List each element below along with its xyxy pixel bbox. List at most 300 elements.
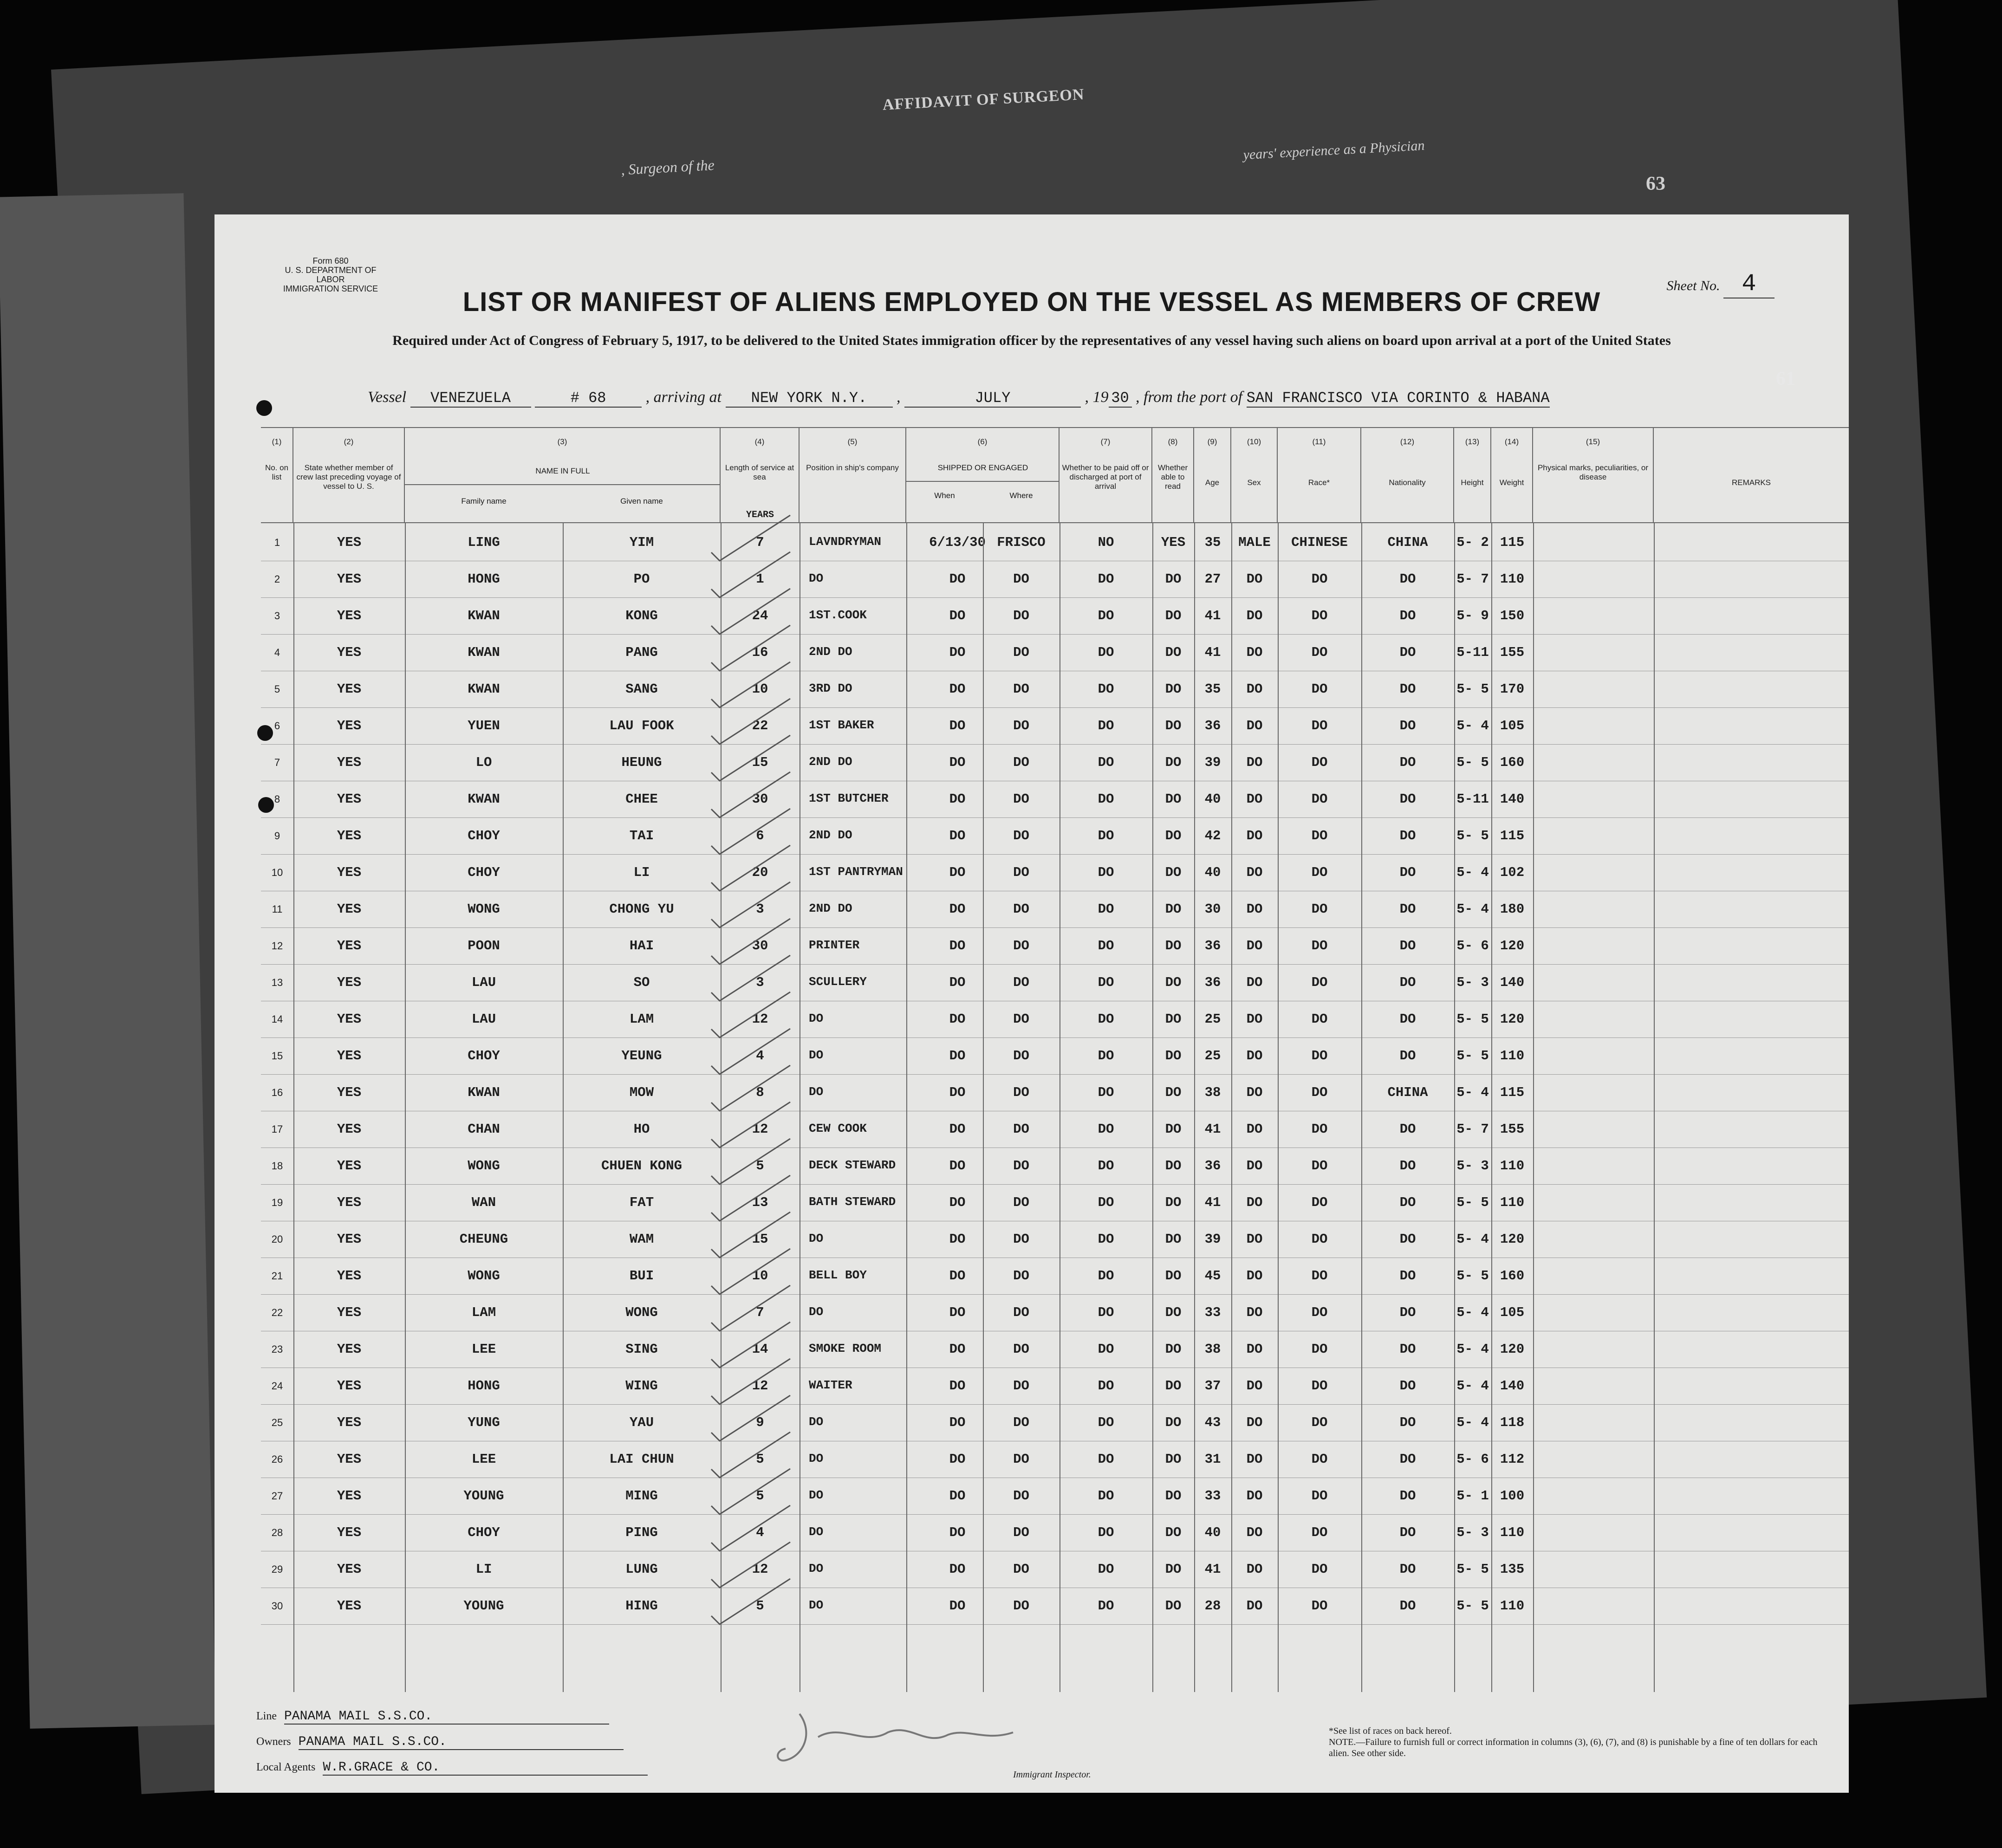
given-name-cell: MING — [625, 1488, 658, 1504]
prev-voyage-cell: YES — [337, 1452, 362, 1467]
race-cell: DO — [1311, 1012, 1328, 1027]
given-name-cell: SANG — [625, 681, 658, 697]
col-header-physical-marks: (15) Physical marks, peculiarities, or disease — [1533, 427, 1654, 522]
sex-cell: DO — [1246, 1415, 1263, 1430]
nationality-cell: DO — [1399, 645, 1416, 660]
shipped-where-label: Where — [1009, 491, 1033, 500]
race-cell: DO — [1311, 1488, 1328, 1504]
race-cell: DO — [1311, 1048, 1328, 1063]
row-number: 5 — [274, 683, 280, 695]
height-cell: 5- 4 — [1456, 1415, 1489, 1430]
sex-cell: DO — [1246, 1085, 1263, 1100]
shipped-where-cell: DO — [1013, 938, 1029, 953]
nationality-cell: DO — [1399, 1562, 1416, 1577]
prev-voyage-cell: YES — [337, 1525, 362, 1540]
position-cell: 1ST BAKER — [809, 718, 874, 732]
paid-off-cell: DO — [1098, 828, 1114, 843]
shipped-where-cell: DO — [1013, 1158, 1029, 1174]
age-cell: 25 — [1204, 1012, 1221, 1027]
col-header-position: (5) Position in ship's company — [800, 427, 906, 522]
nationality-cell: DO — [1399, 1342, 1416, 1357]
race-cell: DO — [1311, 1378, 1328, 1394]
service-years-cell: 1 — [756, 571, 764, 587]
row-number: 12 — [271, 940, 283, 952]
age-cell: 41 — [1204, 1562, 1221, 1577]
given-name-cell: YIM — [629, 535, 654, 550]
line-field: Line PANAMA MAIL S.S.CO. — [256, 1709, 609, 1725]
table-row — [261, 561, 1849, 598]
arrival-port: NEW YORK N.Y. — [726, 389, 893, 408]
position-cell: 1ST.COOK — [809, 608, 867, 622]
shipped-when-cell: DO — [949, 901, 966, 917]
table-row — [261, 1295, 1849, 1331]
race-cell: DO — [1311, 718, 1328, 733]
able-to-read-cell: DO — [1165, 791, 1182, 807]
weight-cell: 170 — [1500, 681, 1525, 697]
row-number: 18 — [271, 1160, 283, 1172]
family-name-cell: HONG — [468, 571, 500, 587]
family-name-cell: WONG — [468, 1158, 500, 1174]
paid-off-cell: DO — [1098, 1525, 1114, 1540]
shipped-where-cell: DO — [1013, 755, 1029, 770]
col-header-nationality: (12) Nationality — [1361, 427, 1454, 522]
crew-manifest-form — [214, 214, 1849, 1793]
family-name-cell: KWAN — [468, 791, 500, 807]
age-cell: 35 — [1204, 681, 1221, 697]
prev-voyage-cell: YES — [337, 1268, 362, 1284]
service-years-cell: 20 — [752, 865, 768, 880]
height-cell: 5- 5 — [1456, 681, 1489, 697]
family-name-cell: CHOY — [468, 865, 500, 880]
weight-cell: 110 — [1500, 571, 1525, 587]
family-name-cell: KWAN — [468, 1085, 500, 1100]
paid-off-cell: DO — [1098, 1305, 1114, 1320]
race-cell: DO — [1311, 1452, 1328, 1467]
race-cell: DO — [1311, 1232, 1328, 1247]
nationality-cell: DO — [1399, 1598, 1416, 1614]
service-years-cell: 12 — [752, 1012, 768, 1027]
paid-off-cell: DO — [1098, 608, 1114, 623]
table-row — [261, 1441, 1849, 1478]
paid-off-cell: DO — [1098, 938, 1114, 953]
paid-off-cell: DO — [1098, 791, 1114, 807]
age-cell: 42 — [1204, 828, 1221, 843]
service-years-cell: 30 — [752, 938, 768, 953]
shipped-where-cell: DO — [1013, 1232, 1029, 1247]
nationality-cell: DO — [1399, 1232, 1416, 1247]
family-name-cell: CHEUNG — [459, 1232, 508, 1247]
position-cell: DECK STEWARD — [809, 1158, 896, 1172]
shipped-where-cell: DO — [1013, 1195, 1029, 1210]
position-cell: DO — [809, 1012, 824, 1025]
sex-cell: DO — [1246, 718, 1263, 733]
column-rule — [1278, 522, 1279, 1692]
position-cell: BATH STEWARD — [809, 1195, 896, 1209]
position-cell: 1ST BUTCHER — [809, 791, 889, 805]
given-name-cell: LAM — [629, 1012, 654, 1027]
position-cell: DO — [809, 1562, 824, 1576]
age-cell: 35 — [1204, 535, 1221, 550]
race-cell: DO — [1311, 1342, 1328, 1357]
race-cell: DO — [1311, 1562, 1328, 1577]
given-name-cell: LUNG — [625, 1562, 658, 1577]
nationality-cell: DO — [1399, 608, 1416, 623]
given-name-cell: LAI CHUN — [609, 1452, 674, 1467]
paid-off-cell: DO — [1098, 1268, 1114, 1284]
height-cell: 5- 4 — [1456, 1378, 1489, 1394]
position-cell: DO — [809, 571, 824, 585]
prev-voyage-cell: YES — [337, 535, 362, 550]
race-cell: DO — [1311, 901, 1328, 917]
paid-off-cell: DO — [1098, 1342, 1114, 1357]
shipped-when-cell: DO — [949, 718, 966, 733]
table-row — [261, 635, 1849, 671]
sex-cell: DO — [1246, 1122, 1263, 1137]
prev-voyage-cell: YES — [337, 1342, 362, 1357]
paid-off-cell: DO — [1098, 1195, 1114, 1210]
race-cell: DO — [1311, 1195, 1328, 1210]
age-cell: 45 — [1204, 1268, 1221, 1284]
nationality-cell: DO — [1399, 1525, 1416, 1540]
sex-cell: DO — [1246, 645, 1263, 660]
sex-cell: DO — [1246, 1012, 1263, 1027]
nationality-cell: DO — [1399, 1048, 1416, 1063]
service-years-cell: 10 — [752, 681, 768, 697]
shipped-where-cell: DO — [1013, 608, 1029, 623]
service-years-cell: 12 — [752, 1562, 768, 1577]
height-cell: 5- 5 — [1456, 1195, 1489, 1210]
given-name-cell: WING — [625, 1378, 658, 1394]
able-to-read-cell: DO — [1165, 1342, 1182, 1357]
paid-off-cell: NO — [1098, 535, 1114, 550]
weight-cell: 110 — [1500, 1048, 1525, 1063]
age-cell: 43 — [1204, 1415, 1221, 1430]
able-to-read-cell: DO — [1165, 1525, 1182, 1540]
position-cell: DO — [809, 1232, 824, 1245]
height-cell: 5-11 — [1456, 791, 1489, 807]
height-cell: 5- 4 — [1456, 1232, 1489, 1247]
family-name-cell: KWAN — [468, 645, 500, 660]
row-number: 26 — [271, 1453, 283, 1465]
nationality-cell: DO — [1399, 938, 1416, 953]
shipped-when-cell: DO — [949, 938, 966, 953]
prev-voyage-cell: YES — [337, 1598, 362, 1614]
weight-cell: 110 — [1500, 1598, 1525, 1614]
vessel-line: Vessel VENEZUELA # 68 , arriving at NEW YORK N.Y. , JULY , 19 30 , from the port of SAN FRANCISCO VIA CORINTO & HABANA — [368, 389, 1550, 407]
age-cell: 38 — [1204, 1342, 1221, 1357]
col-header-name: (3) — [405, 427, 721, 522]
row-number: 8 — [274, 793, 280, 805]
given-name-cell: LAU FOOK — [609, 718, 674, 733]
family-name-label: Family name — [461, 497, 507, 506]
paid-off-cell: DO — [1098, 1452, 1114, 1467]
able-to-read-cell: DO — [1165, 1268, 1182, 1284]
paid-off-cell: DO — [1098, 1085, 1114, 1100]
row-number: 24 — [271, 1380, 283, 1392]
shipped-when-cell: DO — [949, 1488, 966, 1504]
service-years-cell: 5 — [756, 1598, 764, 1614]
row-number: 29 — [271, 1563, 283, 1575]
row-number: 17 — [271, 1123, 283, 1135]
col-header-shipped: (6) — [906, 427, 1060, 522]
shipped-where-cell: DO — [1013, 1122, 1029, 1137]
shipped-where-cell: DO — [1013, 1378, 1029, 1394]
column-rule — [1454, 522, 1455, 1692]
weight-cell: 120 — [1500, 1012, 1525, 1027]
sex-cell: DO — [1246, 975, 1263, 990]
row-number: 25 — [271, 1417, 283, 1428]
column-rule — [1152, 522, 1153, 1692]
shipped-when-cell: DO — [949, 1525, 966, 1540]
table-row — [261, 598, 1849, 635]
sex-cell: DO — [1246, 1268, 1263, 1284]
paid-off-cell: DO — [1098, 1488, 1114, 1504]
race-cell: DO — [1311, 938, 1328, 953]
race-cell: DO — [1311, 755, 1328, 770]
col-header-race: (11) Race* — [1278, 427, 1361, 522]
arrival-month: JULY — [904, 389, 1081, 408]
prev-voyage-cell: YES — [337, 1122, 362, 1137]
sex-cell: DO — [1246, 865, 1263, 880]
shipped-when-cell: DO — [949, 1085, 966, 1100]
height-cell: 5- 5 — [1456, 1598, 1489, 1614]
shipped-when-cell: DO — [949, 755, 966, 770]
service-years-cell: 13 — [752, 1195, 768, 1210]
service-unit-label: YEARS — [746, 510, 774, 520]
position-cell: 1ST PANTRYMAN — [809, 865, 903, 879]
shipped-where-cell: DO — [1013, 1452, 1029, 1467]
nationality-cell: DO — [1399, 975, 1416, 990]
able-to-read-cell: DO — [1165, 1195, 1182, 1210]
sex-cell: DO — [1246, 1048, 1263, 1063]
prev-voyage-cell: YES — [337, 1048, 362, 1063]
shipped-when-cell: DO — [949, 1122, 966, 1137]
page-number-top: 63 — [1646, 173, 1665, 195]
shipped-where-cell: DO — [1013, 571, 1029, 587]
shipped-when-cell: DO — [949, 681, 966, 697]
prev-voyage-cell: YES — [337, 608, 362, 623]
given-name-cell: HO — [633, 1122, 650, 1137]
paid-off-cell: DO — [1098, 1048, 1114, 1063]
height-cell: 5- 4 — [1456, 718, 1489, 733]
column-rule — [983, 522, 984, 1692]
row-number: 7 — [274, 757, 280, 768]
shipped-where-cell: DO — [1013, 1415, 1029, 1430]
given-name-cell: CHUEN KONG — [601, 1158, 682, 1174]
prev-voyage-cell: YES — [337, 1415, 362, 1430]
nationality-cell: DO — [1399, 1488, 1416, 1504]
height-cell: 5-11 — [1456, 645, 1489, 660]
column-rule — [405, 522, 406, 1692]
shipped-where-cell: DO — [1013, 1525, 1029, 1540]
service-years-cell: 16 — [752, 645, 768, 660]
able-to-read-cell: DO — [1165, 1488, 1182, 1504]
able-to-read-cell: DO — [1165, 718, 1182, 733]
given-name-cell: WONG — [625, 1305, 658, 1320]
position-cell: 2ND DO — [809, 755, 852, 769]
shipped-where-cell: DO — [1013, 865, 1029, 880]
age-cell: 40 — [1204, 791, 1221, 807]
row-number: 14 — [271, 1013, 283, 1025]
height-cell: 5- 4 — [1456, 865, 1489, 880]
age-cell: 31 — [1204, 1452, 1221, 1467]
position-cell: CEW COOK — [809, 1122, 867, 1135]
able-to-read-cell: DO — [1165, 1415, 1182, 1430]
paid-off-cell: DO — [1098, 1378, 1114, 1394]
shipped-where-cell: DO — [1013, 1268, 1029, 1284]
race-cell: DO — [1311, 1122, 1328, 1137]
shipped-where-cell: DO — [1013, 791, 1029, 807]
age-cell: 30 — [1204, 901, 1221, 917]
shipped-where-cell: DO — [1013, 681, 1029, 697]
row-number: 9 — [274, 830, 280, 842]
shipped-when-cell: DO — [949, 1012, 966, 1027]
service-years-cell: 15 — [752, 755, 768, 770]
nationality-cell: DO — [1399, 1268, 1416, 1284]
prev-voyage-cell: YES — [337, 938, 362, 953]
nationality-cell: DO — [1399, 755, 1416, 770]
nationality-cell: DO — [1399, 901, 1416, 917]
height-cell: 5- 4 — [1456, 1085, 1489, 1100]
weight-cell: 155 — [1500, 645, 1525, 660]
weight-cell: 150 — [1500, 608, 1525, 623]
height-cell: 5- 5 — [1456, 1268, 1489, 1284]
col-header-age: (9) Age — [1194, 427, 1231, 522]
service-years-cell: 9 — [756, 1415, 764, 1430]
able-to-read-cell: DO — [1165, 645, 1182, 660]
able-to-read-cell: DO — [1165, 755, 1182, 770]
table-row — [261, 1075, 1849, 1111]
col-header-read: (8) Whether able to read — [1152, 427, 1194, 522]
age-cell: 36 — [1204, 1158, 1221, 1174]
sex-cell: DO — [1246, 1452, 1263, 1467]
weight-cell: 120 — [1500, 1232, 1525, 1247]
row-number: 23 — [271, 1343, 283, 1355]
given-name-cell: YEUNG — [621, 1048, 662, 1063]
shipped-when-cell: DO — [949, 1562, 966, 1577]
paid-off-cell: DO — [1098, 975, 1114, 990]
column-rule — [293, 522, 294, 1692]
height-cell: 5- 5 — [1456, 1048, 1489, 1063]
row-number: 1 — [274, 537, 280, 548]
height-cell: 5- 3 — [1456, 975, 1489, 990]
able-to-read-cell: DO — [1165, 1452, 1182, 1467]
height-cell: 5- 4 — [1456, 1305, 1489, 1320]
shipped-where-cell: DO — [1013, 1598, 1029, 1614]
height-cell: 5- 2 — [1456, 535, 1489, 550]
service-years-cell: 7 — [756, 535, 764, 550]
age-cell: 41 — [1204, 608, 1221, 623]
able-to-read-cell: DO — [1165, 1012, 1182, 1027]
position-cell: DO — [809, 1085, 824, 1099]
sex-cell: DO — [1246, 938, 1263, 953]
position-cell: 2ND DO — [809, 645, 852, 659]
prev-voyage-cell: YES — [337, 1085, 362, 1100]
shipped-where-cell: DO — [1013, 1342, 1029, 1357]
able-to-read-cell: DO — [1165, 1048, 1182, 1063]
table-row — [261, 818, 1849, 855]
height-cell: 5- 5 — [1456, 1562, 1489, 1577]
height-cell: 5- 9 — [1456, 608, 1489, 623]
prev-voyage-cell: YES — [337, 571, 362, 587]
family-name-cell: YUNG — [468, 1415, 500, 1430]
age-cell: 38 — [1204, 1085, 1221, 1100]
form-identifier: Form 680 U. S. DEPARTMENT OF LABOR IMMIGRATION SERVICE — [283, 256, 378, 293]
paid-off-cell: DO — [1098, 1415, 1114, 1430]
given-name-label: Given name — [620, 497, 663, 506]
given-name-cell: MOW — [629, 1085, 654, 1100]
column-rule — [1194, 522, 1195, 1692]
age-cell: 40 — [1204, 1525, 1221, 1540]
table-row — [261, 781, 1849, 818]
row-number: 20 — [271, 1233, 283, 1245]
weight-cell: 160 — [1500, 1268, 1525, 1284]
family-name-cell: YOUNG — [463, 1598, 504, 1614]
given-name-cell: TAI — [629, 828, 654, 843]
row-number: 11 — [272, 903, 283, 915]
affidavit-surgeon-line: , Surgeon of the — [620, 156, 715, 178]
local-agents-field: Local Agents W.R.GRACE & CO. — [256, 1760, 648, 1776]
inspector-label: Immigrant Inspector. — [1013, 1770, 1091, 1780]
col-header-sex: (10) Sex — [1231, 427, 1278, 522]
row-number: 16 — [271, 1087, 283, 1098]
given-name-cell: SING — [625, 1342, 658, 1357]
shipped-when-cell: DO — [949, 1158, 966, 1174]
col-header-prev-voyage: (2) State whether member of crew last preceding voyage of vessel to U. S. — [293, 427, 405, 522]
age-cell: 33 — [1204, 1305, 1221, 1320]
prev-voyage-cell: YES — [337, 975, 362, 990]
able-to-read-cell: DO — [1165, 1598, 1182, 1614]
underlying-left-sheet — [0, 193, 216, 1729]
weight-cell: 120 — [1500, 938, 1525, 953]
prev-voyage-cell: YES — [337, 828, 362, 843]
age-cell: 27 — [1204, 571, 1221, 587]
table-row — [261, 1185, 1849, 1221]
shipped-when-cell: DO — [949, 1268, 966, 1284]
column-rule — [906, 522, 907, 1692]
shipped-where-cell: DO — [1013, 901, 1029, 917]
shipped-where-cell: DO — [1013, 975, 1029, 990]
table-row — [261, 525, 1849, 561]
able-to-read-cell: DO — [1165, 1378, 1182, 1394]
service-years-cell: 5 — [756, 1158, 764, 1174]
race-cell: DO — [1311, 1598, 1328, 1614]
position-cell: SMOKE ROOM — [809, 1342, 882, 1355]
column-rule — [1491, 522, 1492, 1692]
service-years-cell: 15 — [752, 1232, 768, 1247]
family-name-cell: LO — [475, 755, 492, 770]
able-to-read-cell: DO — [1165, 608, 1182, 623]
race-cell: DO — [1311, 571, 1328, 587]
shipped-when-cell: DO — [949, 1305, 966, 1320]
shipped-when-cell: DO — [949, 608, 966, 623]
sex-cell: DO — [1246, 1195, 1263, 1210]
race-cell: CHINESE — [1291, 535, 1348, 550]
able-to-read-cell: YES — [1161, 535, 1186, 550]
family-name-cell: LI — [475, 1562, 492, 1577]
table-row — [261, 855, 1849, 891]
age-cell: 41 — [1204, 645, 1221, 660]
service-years-cell: 14 — [752, 1342, 768, 1357]
height-cell: 5- 3 — [1456, 1525, 1489, 1540]
shipped-where-cell: DO — [1013, 645, 1029, 660]
table-row — [261, 1221, 1849, 1258]
shipped-where-cell: DO — [1013, 1085, 1029, 1100]
vessel-number: # 68 — [535, 389, 642, 408]
shipped-when-cell: DO — [949, 571, 966, 587]
table-row — [261, 1148, 1849, 1185]
height-cell: 5- 4 — [1456, 901, 1489, 917]
